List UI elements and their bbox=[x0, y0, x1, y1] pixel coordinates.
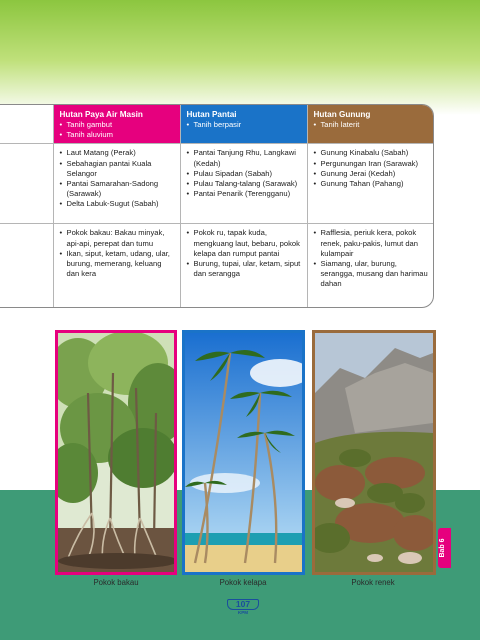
forest-types-table bbox=[0, 104, 434, 308]
caption-coconut: Pokok kelapa bbox=[219, 578, 267, 587]
header-title: Hutan Pantai bbox=[186, 110, 237, 119]
table-header-row bbox=[0, 105, 434, 144]
flora-list bbox=[60, 228, 176, 279]
shrub-illustration bbox=[315, 333, 433, 572]
caption-mangrove: Pokok bakau bbox=[93, 578, 139, 587]
locations-cell-pantai bbox=[180, 144, 307, 224]
soil-list bbox=[314, 120, 431, 130]
locations-cell-gunung bbox=[307, 144, 434, 224]
list-item: • Ikan, siput, ketam, udang, ular, burung, memerang, keluang dan kera bbox=[60, 249, 176, 280]
soil-list bbox=[187, 120, 303, 130]
flora-cell-gunung bbox=[307, 224, 434, 307]
header-cell-gunung bbox=[307, 105, 434, 144]
soil-item: • Tanih aluvium bbox=[60, 130, 176, 140]
list-item: • Pantai Tanjung Rhu, Langkawi (Kedah) bbox=[187, 148, 303, 168]
header-title: Hutan Paya Air Masin bbox=[59, 110, 143, 119]
coconut-illustration bbox=[185, 333, 302, 572]
list-item: • Pulau Talang-talang (Sarawak) bbox=[187, 179, 303, 189]
soil-item: • Tanih berpasir bbox=[187, 120, 303, 130]
soil-item: • Tanih laterit bbox=[314, 120, 431, 130]
row-label-cell bbox=[0, 144, 53, 224]
list-item: • Gunung Kinabalu (Sabah) bbox=[314, 148, 431, 158]
flora-list bbox=[187, 228, 303, 279]
list-item: • Gunung Tahan (Pahang) bbox=[314, 179, 431, 189]
page-number-badge bbox=[230, 599, 256, 617]
list-item: • Pokok bakau: Bakau minyak, api-api, perepat dan tumu bbox=[60, 228, 176, 248]
table-row-flora-fauna bbox=[0, 224, 434, 307]
list-item: • Pantai Penarik (Terengganu) bbox=[187, 189, 303, 199]
shrub-photo bbox=[312, 330, 436, 575]
locations-cell-paya bbox=[53, 144, 180, 224]
flora-list bbox=[314, 228, 431, 289]
table-row-locations bbox=[0, 144, 434, 224]
page-number: 107 bbox=[235, 599, 251, 609]
list-item: • Laut Matang (Perak) bbox=[60, 148, 176, 158]
header-cell-empty bbox=[0, 105, 53, 144]
list-item: • Gunung Jerai (Kedah) bbox=[314, 169, 431, 179]
list-item: • Delta Labuk-Sugut (Sabah) bbox=[60, 199, 176, 209]
list-item: • Pantai Samarahan-Sadong (Sarawak) bbox=[60, 179, 176, 199]
header-cell-pantai bbox=[180, 105, 307, 144]
chapter-tab-label: Bab 6 bbox=[439, 538, 446, 558]
header-cell-paya-air-masin bbox=[53, 105, 180, 144]
list-item: • Pergunungan Iran (Sarawak) bbox=[314, 159, 431, 169]
header-title: Hutan Gunung bbox=[313, 110, 371, 119]
publisher-mark: KPM bbox=[237, 610, 249, 615]
row-label-cell bbox=[0, 224, 53, 307]
flora-cell-pantai bbox=[180, 224, 307, 307]
caption-shrub: Pokok renek bbox=[351, 578, 395, 587]
soil-item: • Tanih gambut bbox=[60, 120, 176, 130]
forest-table-grid bbox=[0, 105, 434, 307]
location-list bbox=[314, 148, 431, 189]
list-item: • Siamang, ular, burung, serangga, musang dan harimau dahan bbox=[314, 259, 431, 290]
coconut-photo bbox=[182, 330, 305, 575]
list-item: • Pokok ru, tapak kuda, mengkuang laut, bebaru, pokok kelapa dan rumput pantai bbox=[187, 228, 303, 259]
mangrove-photo bbox=[55, 330, 177, 575]
list-item: • Rafflesia, periuk kera, pokok renek, paku-pakis, lumut dan kulampair bbox=[314, 228, 431, 259]
list-item: • Burung, tupai, ular, ketam, siput dan serangga bbox=[187, 259, 303, 279]
flora-cell-paya bbox=[53, 224, 180, 307]
mangrove-illustration bbox=[58, 333, 174, 572]
location-list bbox=[60, 148, 176, 209]
list-item: • Sebahagian pantai Kuala Selangor bbox=[60, 159, 176, 179]
soil-list bbox=[60, 120, 176, 140]
location-list bbox=[187, 148, 303, 199]
list-item: • Pulau Sipadan (Sabah) bbox=[187, 169, 303, 179]
